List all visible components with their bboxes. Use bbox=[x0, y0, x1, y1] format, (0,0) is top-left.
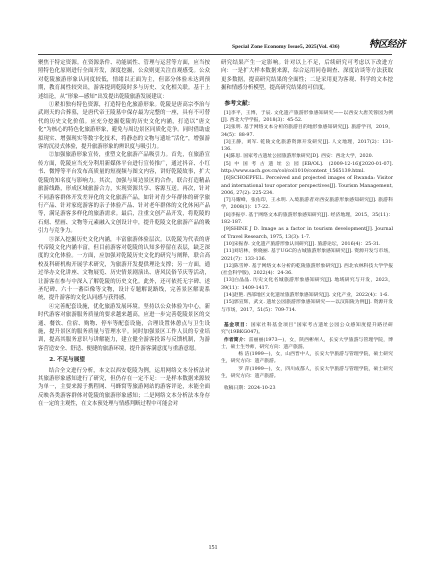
author-bio-entry: 杨 洁(1999—)，女，山西晋中人，长安大学旅游与管理学院，硕士研究生，研究方向：遗产旅游。 bbox=[221, 352, 393, 365]
reference-item: [15]郭宣辉，武文. 遗址公园旅游形象感知研究——以汉阳陵为例[J]. 资源开发与市场，2017，51(5)：709-714. bbox=[221, 300, 393, 313]
reference-item: [7]马耀峰，张佑印，王永明. 入境旅游者对西安旅游形象感知研究[J]. 旅游科学，2008(1)：17-22. bbox=[221, 198, 393, 211]
author-bio-label: 作者简介： bbox=[223, 336, 249, 343]
author-bio-entry: 罗 萍(1999—)，女，四川成都人，长安大学旅游与管理学院，硕士研究生，研究方向：遗产旅游。 bbox=[221, 366, 393, 380]
funding-label: 基金项目： bbox=[223, 321, 251, 328]
suggestion-paragraph-1: ①紧扣独有特色资源，打造特色化旅游形象。乾陵是唐高宗李治与武则天的合葬墓，是唐代帝王陵墓中保存最为完整的一座，具有不可替代的历史文化价值。应充分挖掘乾陵的历史文化内涵，打造以“唐文化”为核心的特色化旅游形象，避免与周边景区同质化竞争。同时借助虚拟现实、增强现实等数字化技术，将静态的文物与遗址“活化”，增强游客的沉浸式体验，提升旅游形象的辨识度与吸引力。 bbox=[38, 102, 210, 151]
reference-item: [4]陈思. 国家考古遗址公园旅游形象研究[D]. 西安：西北大学，2020. bbox=[223, 154, 374, 160]
reference-item: [9]SHINE J D. Image as a factor in tourism development[J]. Journal of Travel Research, 1975, 13(3): 1-7. bbox=[221, 227, 393, 240]
suggestion-paragraph-4: ④完善配套设施，优化旅游发展环境。坚持以公众体验为中心，新时代游客对旅游服务质量的要求越来越高，应进一步完善乾陵景区的交通、餐饮、住宿、购物、停车等配套设施，合理设置休憩点与卫生设施，提升景区的服务质量与管理水平。同时加强景区工作人员的专业培训，提高其服务意识与讲解能力，建立健全游客投诉与反馈机制，为游客营造安全、舒适、便捷的旅游环境，提升游客满意度与重游意愿。 bbox=[38, 303, 210, 352]
reference-item: [3]王静，刘军. 乾陵文化旅游资源开发研究[J]. 人文地理，2017(2)：131-136. bbox=[221, 139, 393, 153]
reference-item: [10]宋振春. 文化遗产旅游形象认同研究[J]. 旅游论坛，2016(4)：25-31. bbox=[223, 241, 381, 247]
reference-item: [1]李平，王博，于辰. 文化遗产旅游形象感知研究——以西安大唐芙蓉园为例[J]. 西北大学学报，2018(3)：45-52. bbox=[221, 110, 393, 123]
received-date-label: 收稿日期： bbox=[223, 386, 248, 392]
journal-logo: 特区经济 bbox=[369, 39, 405, 50]
journal-header-english: Special Zone Economy Issue5, 2025(Vol. 436) bbox=[232, 44, 340, 50]
reference-item: [13]白晶晶. 历史文化名城旅游形象感知研究[J]. 地域研究与开发，2023，39(11)：1409-1417. bbox=[221, 278, 393, 291]
funding-note bbox=[221, 322, 393, 337]
funding-text: 国家社科基金项目“国家考古遗址公园公众感知度提升路径研究”(19BKG047)。 bbox=[221, 322, 393, 336]
continuation-paragraph: 研究结果产生一定影响。针对以上不足，后续研究可考虑以下改进方向：一是扩大样本数据来源，综合运用问卷调查、深度访谈等方法获取更多数据，提高研究结果的全面性；二是采用更为客观、科学的文本挖掘和情感分析模型，提高研究结果的可信度。 bbox=[221, 60, 393, 92]
header-divider bbox=[38, 54, 392, 55]
reference-item: [6]SCHOEPFEL. Perceived and projected images of Rwanda: Visitor and international tour operator perspectives[J]. Tourism Management, 2006, 27(2): 225-234. bbox=[221, 176, 393, 196]
limitations-paragraph: 结合全文进行分析，本文以西安乾陵为例，运用网络文本分析法对其旅游形象感知进行了研究，但仍存在一定不足：一是样本数据来源较为单一，主要来源于携程网、马蜂窝等旅游网站的游客评论，未能全面反映各类游客群体对乾陵的旅游形象感知；二是网络文本分析法本身存在一定的主观性，在文本预处理与情感判断过程中可能会对 bbox=[38, 367, 210, 408]
reference-item: [12]陈雪婷. 基于网络文本分析的乾陵旅游形象研究[J]. 西北农林科技大学学报(社会科学版)，2022(4)：24-36. bbox=[221, 263, 393, 277]
received-date bbox=[221, 385, 393, 392]
author-bio-entry: 雷丽丽(1973—)，女，陕西彬州人，长安大学旅游与管理学院，博士，硕士生导师，研究方向：遗产旅游。 bbox=[221, 337, 393, 350]
page-number: 151 bbox=[208, 545, 218, 551]
suggestion-paragraph-3: ③深入挖掘历史文化内涵，丰富旅游体验层次。以乾陵为代表的唐代帝陵文化内涵丰富，但目前游客对乾陵的认知多停留在表层，缺乏深度的文化体验。一方面，应加强对乾陵历史文化的研究与阐释，联合高校及科研机构开展学术研究，为旅游开发提供理论支撑；另一方面，通过举办文化讲座、文物展览、历史情景剧演出、唐风民俗节庆等活动，让游客在参与中深入了解乾陵的历史文化。此外，还可依托无字碑、述圣纪碑、六十一蕃臣像等文物，设计专题解说路线，完善景区解说系统，提升游客的文化认同感与获得感。 bbox=[38, 236, 210, 302]
reference-item: [11]刘培林，侯晓丽. 基于UGC的古城旅游形象感知研究[J]. 资源开发与市场，2021(7)：133-136. bbox=[221, 249, 393, 262]
reference-item: [8]李振亭. 基于网络文本的旅游形象感知研究[J]. 经济地理，2015，35(11)：182-187. bbox=[221, 212, 393, 226]
references-heading: 参考文献： bbox=[224, 100, 254, 107]
author-bio bbox=[221, 337, 393, 352]
right-column bbox=[221, 59, 393, 499]
reference-item: [2]张明. 基于网络文本分析的旅游目的地形象感知研究[J]. 旅游学刊，2019，34(5)：88-97. bbox=[221, 125, 393, 138]
section-heading: 2. 不足与展望 bbox=[49, 357, 85, 364]
reference-list bbox=[221, 110, 393, 314]
reference-item: [5]中国考古遗址公园[EB/OL]. (2009-12-16)[2020-01-07]. http://www.sach.gov.cn/col/col1010/content_1565139.html. bbox=[221, 161, 393, 174]
intro-paragraph: 聚焦于特定资源。在资源条件、功能属性、管理与运营等方面，应当按照特色化原则进行全面开发，深度挖掘，公众则更关注直观感受。公众对乾陵旅游形象认同度较低，情绪以正面为主，但部分体验未达到预期，教育属性较突出，游客提到乾陵时多与历史、文化相关联。基于上述结论，从“形象—感知”出发提出乾陵旅游发展建议： bbox=[38, 60, 210, 100]
left-column bbox=[38, 59, 210, 531]
suggestion-paragraph-2: ②加强旅游形象宣传，重塑文化旅游产品吸引力。首先，在旅游宣传方面，乾陵应当充分利用新媒体平台进行宣传推广，通过抖音、小红书、微博等平台发布高质量的短视频与图文内容，讲好乾陵故事，扩大乾陵的知名度与影响力。其次，加强与周边景区的合作，联合打造精品旅游线路，形成区域旅游合力，实现资源共享、客源互送。再次，针对不同游客群体开发差异化的文化旅游产品，如针对青少年群体的研学旅行产品、针对家庭游客的亲子体验产品、针对老年群体的文化休闲产品等，满足游客多样化的旅游需求。最后，注重文创产品开发，将乾陵的石刻、壁画、文物等元素融入文创设计中，提升乾陵文化旅游产品的吸引力与竞争力。 bbox=[38, 152, 210, 235]
reference-item: [14]赵艳. 西部地区文化遗址旅游形象感知研究[J]. 文化产业，2022(4)：1-6. bbox=[223, 293, 389, 299]
received-date-value: 2024-10-23 bbox=[247, 386, 276, 392]
